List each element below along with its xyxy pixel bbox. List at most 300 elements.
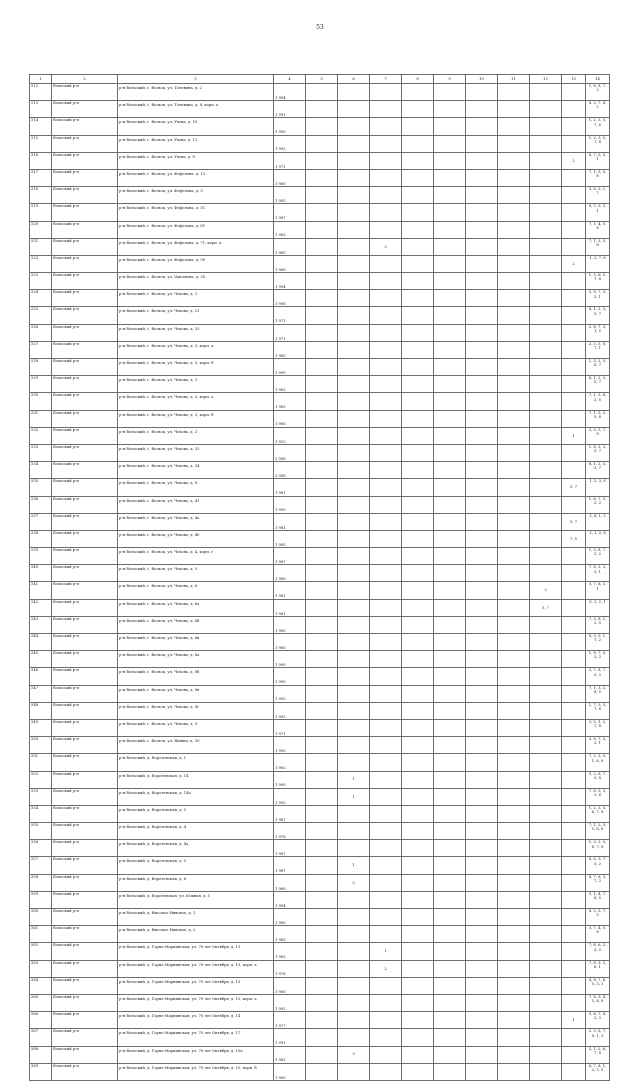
cell-col11	[498, 840, 530, 857]
cell-col7	[370, 634, 402, 651]
cell-col8	[402, 152, 434, 169]
address: р-н Вольский, г. Вольск, ул. Чехова, д. 6б	[119, 618, 200, 623]
cell-col13: 7, 5	[562, 530, 586, 547]
year-cell	[274, 857, 306, 874]
district: Вольский р-н	[52, 479, 118, 496]
cell-col12	[530, 496, 562, 513]
cell-col6	[338, 1063, 370, 1080]
cell-col8	[402, 530, 434, 547]
row-number: 513	[30, 101, 52, 118]
cell-col10	[466, 891, 498, 908]
address-cell	[118, 496, 274, 513]
cell-col10	[466, 513, 498, 530]
cell-col8	[402, 668, 434, 685]
cell-col13	[562, 891, 586, 908]
cell-col11	[498, 719, 530, 736]
cell-col6: 1	[338, 857, 370, 874]
cell-col7	[370, 376, 402, 393]
cell-col6	[338, 909, 370, 926]
year-cell	[274, 891, 306, 908]
district: Вольский р-н	[52, 943, 118, 960]
register-table	[29, 74, 610, 1081]
table-row	[30, 909, 610, 926]
address: р-н Вольский, г. Вольск, ул. Фефелова, д. 90	[119, 257, 206, 262]
year: 1 960	[275, 267, 286, 272]
cell-col12	[530, 943, 562, 960]
year-cell	[274, 84, 306, 101]
cell-col12	[530, 1012, 562, 1029]
cell-col12	[530, 926, 562, 943]
district: Вольский р-н	[52, 548, 118, 565]
cell-col13	[562, 926, 586, 943]
cell-col11	[498, 891, 530, 908]
row-number: 559	[30, 891, 52, 908]
row-number: 556	[30, 840, 52, 857]
address-cell	[118, 651, 274, 668]
year-cell	[274, 273, 306, 290]
address-cell	[118, 788, 274, 805]
cell-col8	[402, 994, 434, 1011]
cell-col14: 8, 3, 5, 1, 7, 2	[586, 634, 610, 651]
cell-col7	[370, 187, 402, 204]
cell-col10	[466, 1012, 498, 1029]
cell-col8	[402, 444, 434, 461]
cell-col13	[562, 1046, 586, 1063]
address: р-н Вольский, г. Вольск, ул. Чехова, д. 3, корп. а	[119, 343, 214, 348]
cell-col9	[434, 359, 466, 376]
cell-col12	[530, 994, 562, 1011]
cell-col13	[562, 101, 586, 118]
cell-col9	[434, 960, 466, 977]
cell-col12	[530, 737, 562, 754]
address: р-н Вольский, г. Вольск, ул. Чехова, д. 3, корп. а	[119, 395, 214, 400]
cell-col14: 7, 1, 3, 5, 8	[586, 238, 610, 255]
cell-col7	[370, 496, 402, 513]
year: 1 999	[275, 370, 286, 375]
cell-col14: 8, 7, 6, 3, 7, 2	[586, 874, 610, 891]
cell-col5	[306, 290, 338, 307]
row-number: 533	[30, 444, 52, 461]
cell-col9	[434, 273, 466, 290]
cell-col10	[466, 341, 498, 358]
row-number: 530	[30, 393, 52, 410]
cell-col9	[434, 324, 466, 341]
year: 1 982	[275, 1058, 286, 1063]
cell-col8	[402, 187, 434, 204]
cell-col12	[530, 771, 562, 788]
cell-col13	[562, 462, 586, 479]
cell-col8	[402, 479, 434, 496]
cell-col7	[370, 771, 402, 788]
cell-col11	[498, 530, 530, 547]
cell-col12	[530, 118, 562, 135]
cell-col8	[402, 359, 434, 376]
district: Вольский р-н	[52, 118, 118, 135]
cell-col11	[498, 994, 530, 1011]
cell-col13	[562, 376, 586, 393]
cell-col6: 1	[338, 788, 370, 805]
cell-col7	[370, 1029, 402, 1046]
cell-col5	[306, 857, 338, 874]
cell-col11	[498, 290, 530, 307]
cell-col6	[338, 135, 370, 152]
cell-col5	[306, 496, 338, 513]
cell-col11	[498, 376, 530, 393]
cell-col9	[434, 719, 466, 736]
row-number: 519	[30, 204, 52, 221]
cell-col14: 7, 1, 3, 2, 8, 5	[586, 685, 610, 702]
cell-col8	[402, 737, 434, 754]
year-cell	[274, 118, 306, 135]
cell-col7	[370, 427, 402, 444]
cell-col10	[466, 840, 498, 857]
cell-col10	[466, 857, 498, 874]
year: 1 983	[275, 938, 286, 943]
cell-col13	[562, 204, 586, 221]
address-cell	[118, 393, 274, 410]
cell-col9	[434, 101, 466, 118]
address: р-н Вольский, г. Вольск, ул. Чехова, д. 8а	[119, 653, 200, 658]
cell-col5	[306, 393, 338, 410]
cell-col6	[338, 737, 370, 754]
address-cell	[118, 118, 274, 135]
cell-col13	[562, 324, 586, 341]
row-number: 543	[30, 616, 52, 633]
year: 1 980	[275, 886, 286, 891]
cell-col10	[466, 582, 498, 599]
cell-col9	[434, 616, 466, 633]
column-header: 5	[306, 75, 338, 84]
year-cell	[274, 960, 306, 977]
district: Вольский р-н	[52, 324, 118, 341]
year: 1 980	[275, 577, 286, 582]
district: Вольский р-н	[52, 788, 118, 805]
address: р-н Вольский, г. Вольск, ул. Чехова, д. 6	[119, 584, 198, 589]
cell-col7	[370, 307, 402, 324]
year-cell	[274, 685, 306, 702]
address-cell	[118, 427, 274, 444]
cell-col10	[466, 169, 498, 186]
cell-col13	[562, 548, 586, 565]
district: Вольский р-н	[52, 891, 118, 908]
row-number: 526	[30, 324, 52, 341]
cell-col7	[370, 616, 402, 633]
year-cell	[274, 668, 306, 685]
cell-col8	[402, 977, 434, 994]
cell-col14: 3, 8, 1, 2	[586, 513, 610, 530]
cell-col5	[306, 1063, 338, 1080]
address-cell	[118, 324, 274, 341]
address-cell	[118, 341, 274, 358]
cell-col9	[434, 737, 466, 754]
cell-col10	[466, 290, 498, 307]
year-cell	[274, 324, 306, 341]
address: р-н Вольский, г. Вольск, ул. Толевина, д. 2	[119, 86, 202, 90]
cell-col13	[562, 616, 586, 633]
cell-col10	[466, 823, 498, 840]
table-row	[30, 771, 610, 788]
district: Вольский р-н	[52, 341, 118, 358]
table-row	[30, 135, 610, 152]
district: Вольский р-н	[52, 513, 118, 530]
cell-col8	[402, 599, 434, 616]
cell-col12	[530, 238, 562, 255]
table-row	[30, 238, 610, 255]
address: р-н Вольский, д. Воротенская, д. 14	[119, 773, 189, 778]
address: р-н Вольский, г. Вольск, ул. Чехова, д. 8г	[119, 704, 200, 709]
cell-col14: 7, 8, 2, 3, 5, 1	[586, 565, 610, 582]
cell-col8	[402, 788, 434, 805]
cell-col7	[370, 909, 402, 926]
year-cell	[274, 393, 306, 410]
cell-col14: 2, 8, 7, 3, 1, 5	[586, 324, 610, 341]
cell-col7	[370, 410, 402, 427]
cell-col6	[338, 169, 370, 186]
cell-col7	[370, 324, 402, 341]
cell-col12	[530, 152, 562, 169]
year: 1 985	[275, 645, 286, 650]
cell-col14: 3, 5, 1, 2, 7, 8	[586, 719, 610, 736]
row-number: 527	[30, 341, 52, 358]
address-cell	[118, 410, 274, 427]
cell-col12	[530, 634, 562, 651]
cell-col9	[434, 444, 466, 461]
year: 1 983	[275, 233, 286, 238]
cell-col14: 1, 2, 3, 5, 6, 7, 8	[586, 805, 610, 822]
cell-col11	[498, 943, 530, 960]
cell-col7	[370, 444, 402, 461]
cell-col10	[466, 204, 498, 221]
cell-col11	[498, 1029, 530, 1046]
table-row	[30, 668, 610, 685]
year: 1 960	[275, 181, 286, 186]
cell-col7	[370, 582, 402, 599]
cell-col5	[306, 152, 338, 169]
year: 1 981	[275, 594, 286, 599]
cell-col6	[338, 101, 370, 118]
year-cell	[274, 359, 306, 376]
year-cell	[274, 634, 306, 651]
cell-col6	[338, 840, 370, 857]
cell-col7	[370, 651, 402, 668]
cell-col8	[402, 376, 434, 393]
cell-col9	[434, 1029, 466, 1046]
cell-col7: 2	[370, 238, 402, 255]
cell-col11	[498, 221, 530, 238]
cell-col12	[530, 616, 562, 633]
year: 1 971	[275, 319, 286, 324]
year-cell	[274, 702, 306, 719]
column-header: 2	[52, 75, 118, 84]
cell-col10	[466, 410, 498, 427]
address-cell	[118, 668, 274, 685]
cell-col8	[402, 634, 434, 651]
cell-col7	[370, 479, 402, 496]
address: р-н Вольский, д. Горно-Мариинская, ул. 70 лет Октября, д. 13, корп. а	[119, 996, 257, 1001]
cell-col12	[530, 668, 562, 685]
cell-col13	[562, 771, 586, 788]
cell-col14: 3, 7, 4, 5, 8	[586, 926, 610, 943]
year: 1 981	[275, 611, 286, 616]
address: р-н Вольский, г. Вольск, ул. Чехова, д. 3, корп. б	[119, 412, 214, 417]
year: 1 990	[275, 130, 286, 135]
cell-col10	[466, 1063, 498, 1080]
year: 1 991	[275, 113, 286, 118]
table-row	[30, 1029, 610, 1046]
cell-col6	[338, 152, 370, 169]
cell-col5	[306, 1046, 338, 1063]
cell-col11	[498, 909, 530, 926]
row-number: 561	[30, 926, 52, 943]
table-row	[30, 943, 610, 960]
cell-col11	[498, 135, 530, 152]
district: Вольский р-н	[52, 152, 118, 169]
district: Вольский р-н	[52, 101, 118, 118]
cell-col9	[434, 788, 466, 805]
cell-col9	[434, 221, 466, 238]
address: р-н Вольский, д. Воротенская, д. 4а	[119, 842, 189, 847]
cell-col13	[562, 840, 586, 857]
row-number: 524	[30, 290, 52, 307]
table-row	[30, 719, 610, 736]
table-row	[30, 255, 610, 272]
cell-col7	[370, 719, 402, 736]
cell-col8	[402, 805, 434, 822]
cell-col6	[338, 805, 370, 822]
row-number: 560	[30, 909, 52, 926]
cell-col10	[466, 754, 498, 771]
cell-col7	[370, 702, 402, 719]
cell-col12: 2	[530, 582, 562, 599]
cell-col7	[370, 169, 402, 186]
row-number: 535	[30, 479, 52, 496]
cell-col6	[338, 513, 370, 530]
year: 1 982	[275, 955, 286, 960]
cell-col13	[562, 960, 586, 977]
address-cell	[118, 754, 274, 771]
cell-col10	[466, 771, 498, 788]
address: р-н Вольский, г. Вольск, ул. Чехова, д. 3, корп. б	[119, 361, 214, 365]
year-cell	[274, 874, 306, 891]
cell-col14: 7, 1, 3, 5, 8	[586, 169, 610, 186]
table-row	[30, 513, 610, 530]
cell-col5	[306, 238, 338, 255]
cell-col6	[338, 376, 370, 393]
cell-col5	[306, 187, 338, 204]
row-number: 539	[30, 548, 52, 565]
cell-col10	[466, 359, 498, 376]
cell-col5	[306, 513, 338, 530]
cell-col12	[530, 462, 562, 479]
cell-col7	[370, 754, 402, 771]
table-row	[30, 548, 610, 565]
cell-col8	[402, 513, 434, 530]
cell-col10	[466, 960, 498, 977]
cell-col10	[466, 307, 498, 324]
year-cell	[274, 977, 306, 994]
cell-col5	[306, 565, 338, 582]
cell-col6	[338, 324, 370, 341]
year-cell	[274, 221, 306, 238]
cell-col11	[498, 204, 530, 221]
address: р-н Вольский, г. Вольск, ул. Толевина, д. 8, корп. а	[119, 103, 219, 108]
year-cell	[274, 582, 306, 599]
cell-col8	[402, 1012, 434, 1029]
district: Вольский р-н	[52, 840, 118, 857]
cell-col13	[562, 994, 586, 1011]
year-cell	[274, 805, 306, 822]
cell-col7	[370, 513, 402, 530]
address-cell	[118, 599, 274, 616]
cell-col10	[466, 702, 498, 719]
cell-col8	[402, 496, 434, 513]
cell-col5	[306, 874, 338, 891]
cell-col12	[530, 548, 562, 565]
cell-col13	[562, 788, 586, 805]
cell-col14: 1, 2, 3, 5, 7, 6	[586, 118, 610, 135]
cell-col12	[530, 255, 562, 272]
cell-col11	[498, 874, 530, 891]
cell-col5	[306, 994, 338, 1011]
table-row	[30, 152, 610, 169]
cell-col9	[434, 685, 466, 702]
cell-col14: 7, 1, 2, 3, 5, 6, 8	[586, 823, 610, 840]
cell-col13	[562, 857, 586, 874]
cell-col13	[562, 599, 586, 616]
address: р-н Вольский, г. Вольск, ул. Чехова, д. 6а	[119, 601, 200, 606]
cell-col11	[498, 754, 530, 771]
cell-col6	[338, 891, 370, 908]
cell-col5	[306, 909, 338, 926]
row-number: 525	[30, 307, 52, 324]
address: р-н Вольский, г. Вольск, ул. Фефелова, д. 71, корп. а	[119, 240, 222, 245]
cell-col10	[466, 273, 498, 290]
row-number: 547	[30, 685, 52, 702]
address: р-н Вольский, д. Горно-Мариинская, ул. 70 лет Октября, д. 15а	[119, 1048, 243, 1053]
table-row	[30, 840, 610, 857]
cell-col5	[306, 479, 338, 496]
cell-col11	[498, 737, 530, 754]
cell-col7	[370, 840, 402, 857]
cell-col14: 7, 1, 4, 5, 8	[586, 221, 610, 238]
cell-col12	[530, 324, 562, 341]
address-cell	[118, 840, 274, 857]
year-cell	[274, 994, 306, 1011]
address: р-н Вольский, г. Вольск, ул. Фефелова, д. 5	[119, 189, 203, 194]
year: 1 993	[275, 714, 286, 719]
row-number: 555	[30, 823, 52, 840]
cell-col14: 8, 1, 2, 3, 5, 7	[586, 376, 610, 393]
cell-col7	[370, 341, 402, 358]
table-row	[30, 977, 610, 994]
year: 1 912	[275, 439, 286, 444]
address-cell	[118, 530, 274, 547]
year-cell	[274, 651, 306, 668]
cell-col11	[498, 702, 530, 719]
address-cell	[118, 101, 274, 118]
cell-col13: 5, 7	[562, 513, 586, 530]
cell-col11	[498, 651, 530, 668]
table-row	[30, 376, 610, 393]
column-header: 8	[402, 75, 434, 84]
year-cell	[274, 444, 306, 461]
cell-col11	[498, 359, 530, 376]
year: 1 985	[275, 628, 286, 633]
cell-col12	[530, 805, 562, 822]
cell-col13	[562, 582, 586, 599]
cell-col9	[434, 84, 466, 101]
cell-col5	[306, 840, 338, 857]
